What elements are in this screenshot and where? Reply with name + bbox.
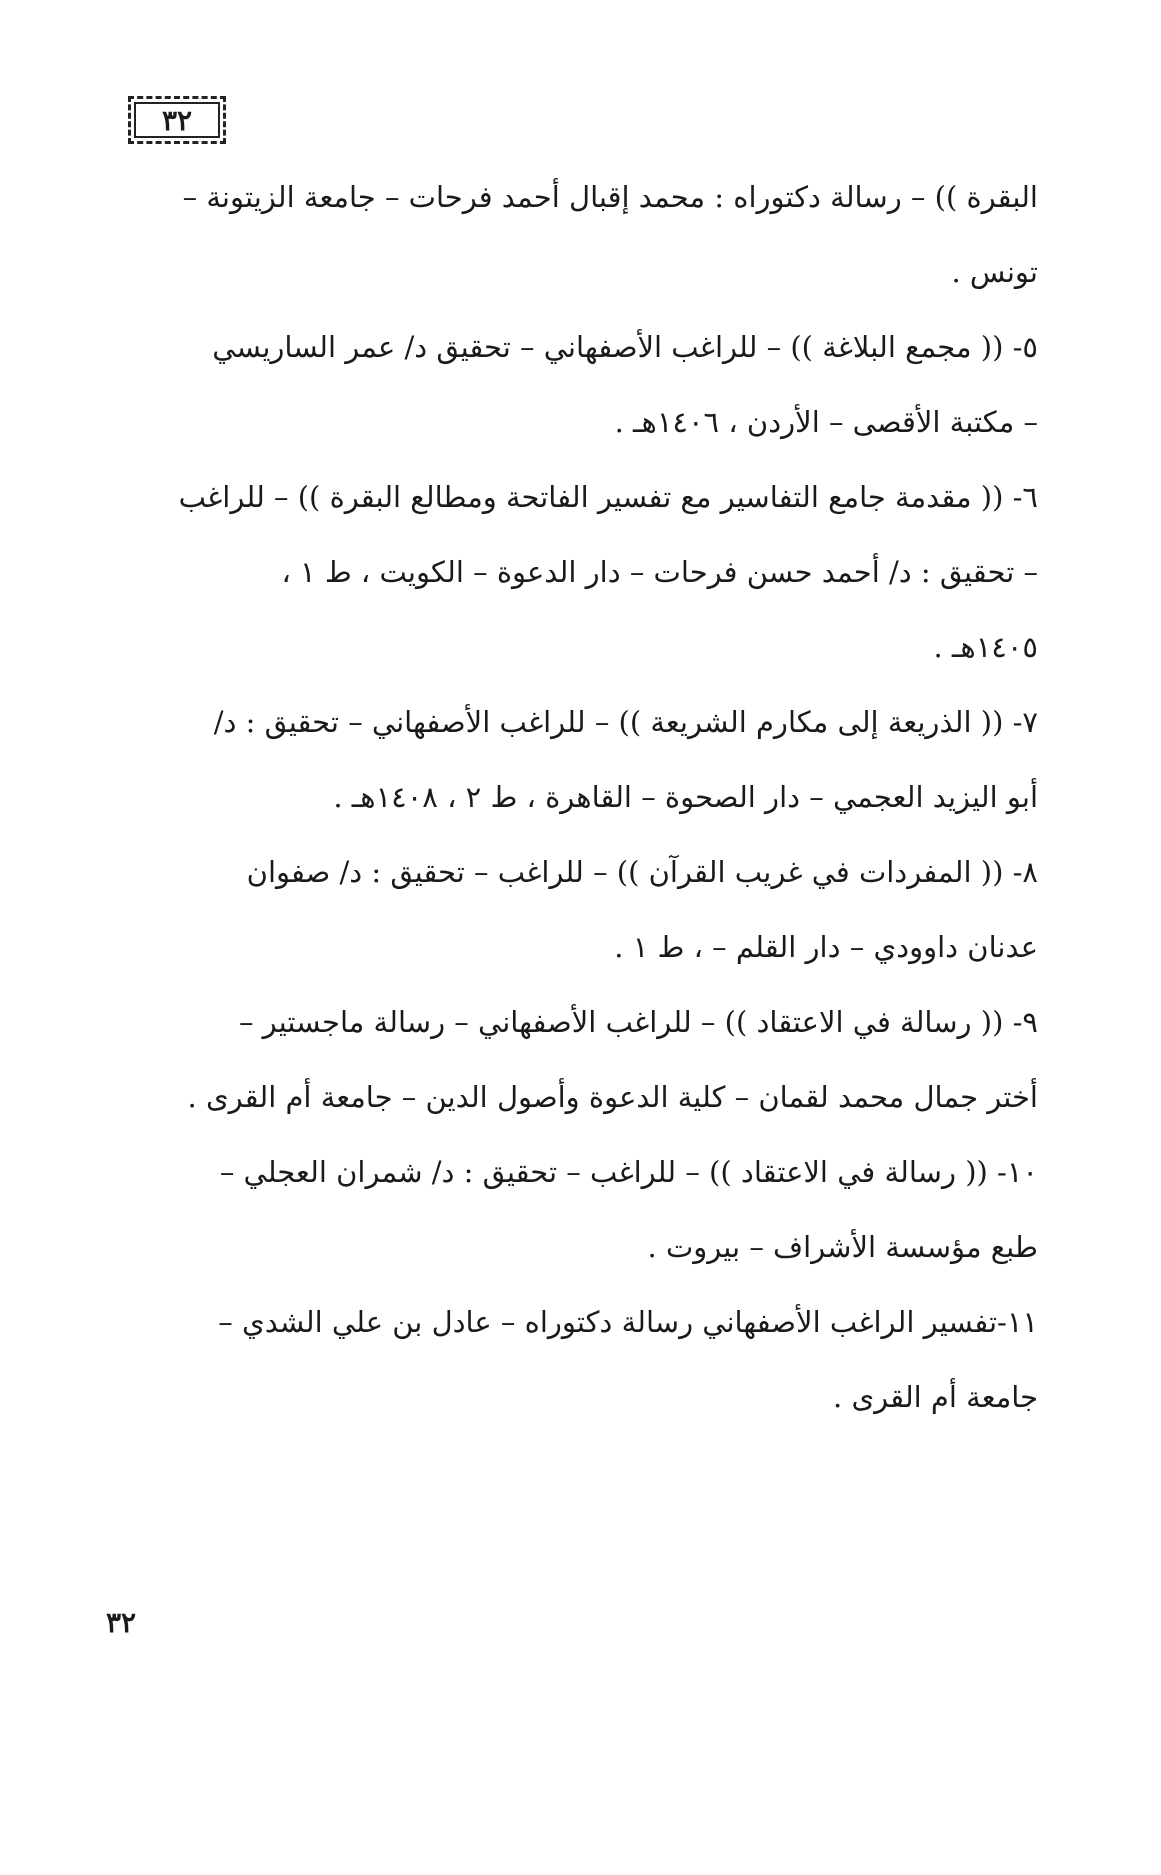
text-line: ١٤٠٥هـ .	[933, 630, 1038, 664]
header-page-number-box	[128, 96, 226, 144]
text-line: أبو اليزيد العجمي – دار الصحوة – القاهرة ، ط ٢ ، ١٤٠٨هـ .	[333, 780, 1038, 814]
text-line: ٧- (( الذريعة إلى مكارم الشريعة )) – للراغب الأصفهاني – تحقيق : د/	[213, 705, 1038, 739]
header-page-number: ٣٢	[161, 103, 193, 137]
text-line: ٦- (( مقدمة جامع التفاسير مع تفسير الفاتحة ومطالع البقرة )) – للراغب	[178, 480, 1038, 514]
text-line: – مكتبة الأقصى – الأردن ، ١٤٠٦هـ .	[614, 405, 1038, 439]
text-line: أختر جمال محمد لقمان – كلية الدعوة وأصول الدين – جامعة أم القرى .	[187, 1080, 1038, 1114]
text-line: طبع مؤسسة الأشراف – بيروت .	[647, 1230, 1038, 1264]
bibliography-text	[118, 160, 1038, 1435]
text-line: ١٠- (( رسالة في الاعتقاد )) – للراغب – تحقيق : د/ شمران العجلي –	[219, 1155, 1038, 1189]
text-line: ٥- (( مجمع البلاغة )) – للراغب الأصفهاني – تحقيق د/ عمر الساريسي	[212, 330, 1038, 364]
text-line: تونس .	[951, 255, 1038, 289]
footer-page-number: ٣٢	[106, 1606, 137, 1639]
text-line: ٨- (( المفردات في غريب القرآن )) – للراغب – تحقيق : د/ صفوان	[246, 855, 1038, 889]
text-line: ٩- (( رسالة في الاعتقاد )) – للراغب الأصفهاني – رسالة ماجستير –	[238, 1005, 1038, 1039]
text-line: ١١-تفسير الراغب الأصفهاني رسالة دكتوراه – عادل بن علي الشدي –	[218, 1305, 1038, 1339]
text-line: عدنان داوودي – دار القلم – ، ط ١ .	[614, 930, 1038, 964]
text-line: جامعة أم القرى .	[833, 1380, 1038, 1414]
text-line: البقرة )) – رسالة دكتوراه : محمد إقبال أحمد فرحات – جامعة الزيتونة –	[182, 180, 1038, 214]
text-line: – تحقيق : د/ أحمد حسن فرحات – دار الدعوة – الكويت ، ط ١ ،	[281, 555, 1038, 589]
